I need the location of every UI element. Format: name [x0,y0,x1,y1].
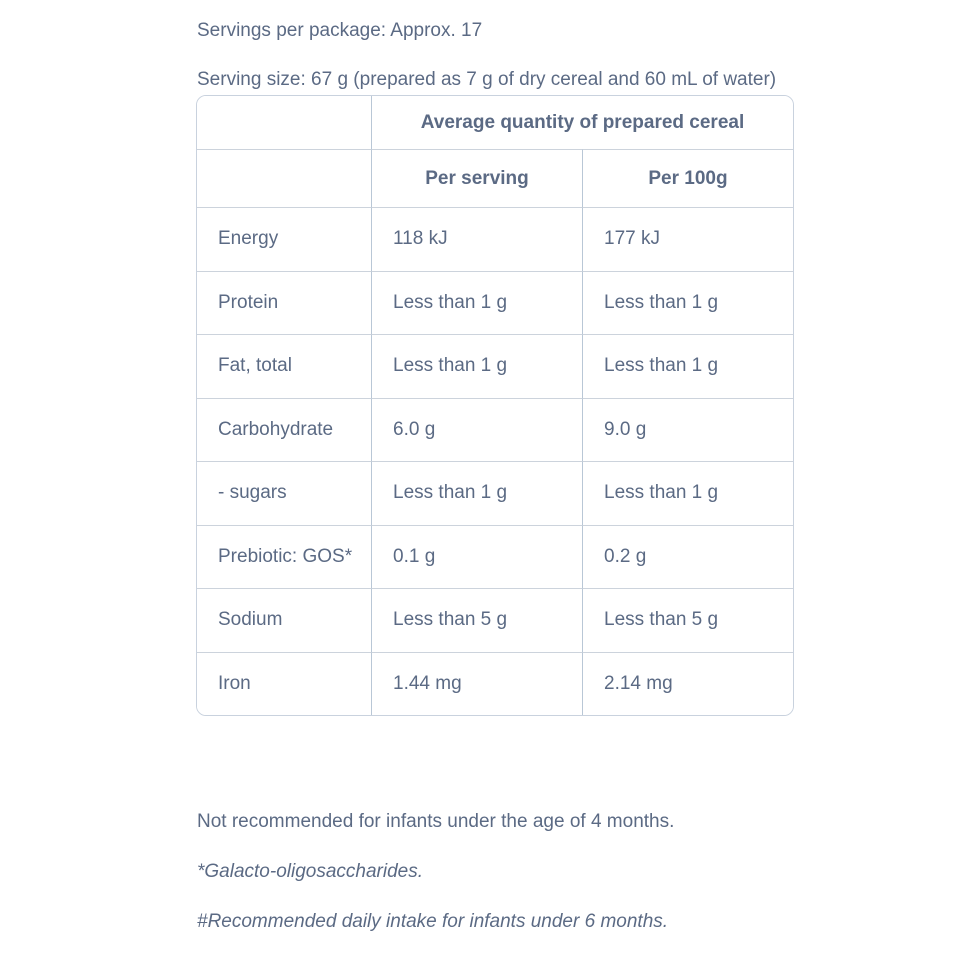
row-label: Carbohydrate [197,398,371,462]
row-label: - sugars [197,461,371,525]
row-value-per-serving: Less than 1 g [371,461,582,525]
row-value-per-serving: 118 kJ [371,207,582,271]
row-value-per-100g: Less than 1 g [582,461,793,525]
row-label: Prebiotic: GOS* [197,525,371,589]
row-value-per-serving: Less than 1 g [371,271,582,335]
row-label: Protein [197,271,371,335]
table-row-prebiotic-gos [197,525,793,589]
table-spanning-header-row [197,96,793,149]
nutrition-table [196,95,794,716]
table-row-energy [197,207,793,271]
row-label: Fat, total [197,334,371,398]
table-row-sugars [197,461,793,525]
column-header-per-100g: Per 100g [582,149,793,207]
row-value-per-serving: Less than 5 g [371,588,582,652]
table-row-protein [197,271,793,335]
row-value-per-100g: 177 kJ [582,207,793,271]
column-header-per-serving: Per serving [371,149,582,207]
spanning-header-cell: Average quantity of prepared cereal [371,96,793,149]
row-value-per-100g: 2.14 mg [582,652,793,716]
table-row-iron [197,652,793,716]
gos-footnote: *Galacto-oligosaccharides. [197,861,424,882]
table-column-header-row [197,149,793,207]
row-label: Sodium [197,588,371,652]
row-label: Energy [197,207,371,271]
row-value-per-serving: 0.1 g [371,525,582,589]
row-value-per-serving: 6.0 g [371,398,582,462]
row-value-per-100g: Less than 1 g [582,334,793,398]
row-value-per-100g: 9.0 g [582,398,793,462]
servings-per-package-text: Servings per package: Approx. 17 [197,20,483,41]
empty-header-cell [197,149,371,207]
table-row-carbohydrate [197,398,793,462]
row-label: Iron [197,652,371,716]
row-value-per-100g: Less than 1 g [582,271,793,335]
rdi-footnote: #Recommended daily intake for infants under 6 months. [197,911,669,932]
corner-empty-cell [197,96,371,149]
serving-size-text: Serving size: 67 g (prepared as 7 g of dry cereal and 60 mL of water) [197,69,777,90]
table-row-sodium [197,588,793,652]
table-row-fat-total [197,334,793,398]
age-warning-note: Not recommended for infants under the age of 4 months. [197,811,675,832]
row-value-per-serving: Less than 1 g [371,334,582,398]
row-value-per-serving: 1.44 mg [371,652,582,716]
row-value-per-100g: Less than 5 g [582,588,793,652]
row-value-per-100g: 0.2 g [582,525,793,589]
